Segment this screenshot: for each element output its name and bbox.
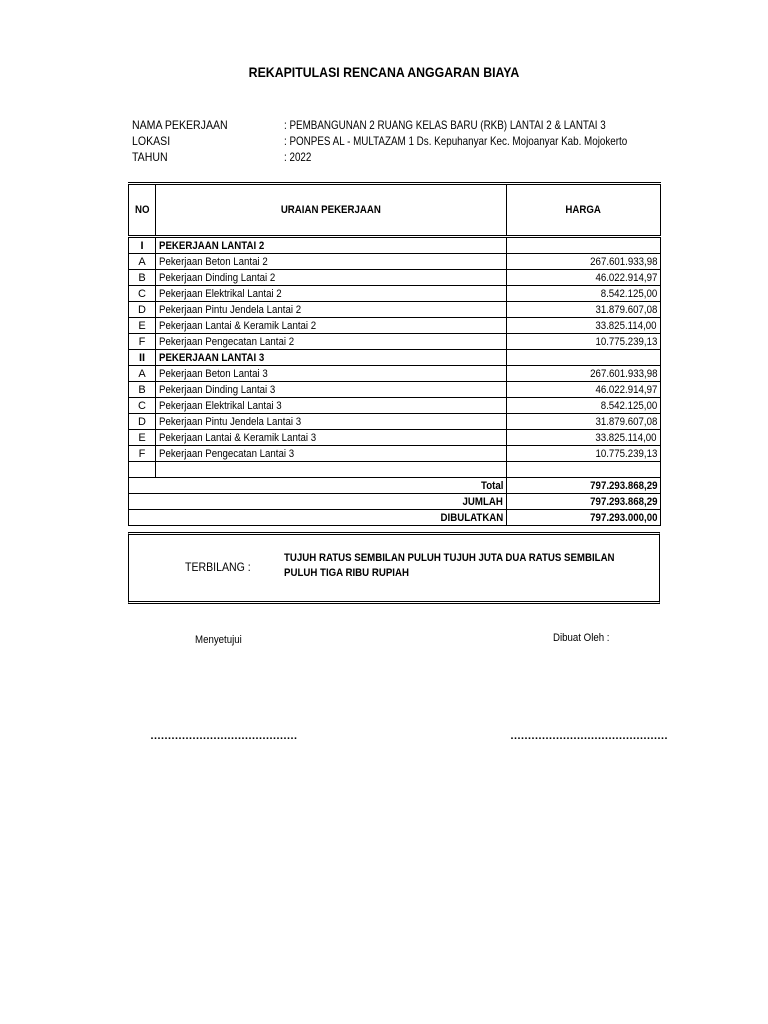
row-no: A	[129, 254, 156, 270]
sign-right-line: ………………………………………	[510, 730, 668, 742]
row-no: E	[129, 430, 156, 446]
meta-label: NAMA PEKERJAAN	[132, 118, 228, 132]
row-no: D	[129, 302, 156, 318]
row-harga: 31.879.607,08	[507, 414, 661, 430]
terbilang-box	[128, 532, 660, 604]
jumlah-row	[129, 494, 661, 510]
table-row	[129, 334, 661, 350]
meta-label: TAHUN	[132, 150, 168, 164]
row-uraian: Pekerjaan Elektrikal Lantai 2	[156, 286, 507, 302]
row-uraian: Pekerjaan Lantai & Keramik Lantai 2	[156, 318, 507, 334]
table-row	[129, 382, 661, 398]
row-harga: 8.542.125,00	[507, 286, 661, 302]
row-uraian: Pekerjaan Beton Lantai 2	[156, 254, 507, 270]
dibulatkan-value: 797.293.000,00	[507, 510, 661, 526]
row-harga: 33.825.114,00	[507, 318, 661, 334]
section-no: II	[129, 350, 156, 366]
jumlah-label: JUMLAH	[129, 494, 507, 510]
row-harga: 31.879.607,08	[507, 302, 661, 318]
meta-value: : PEMBANGUNAN 2 RUANG KELAS BARU (RKB) LANTAI 2 & LANTAI 3	[284, 118, 606, 132]
row-uraian: Pekerjaan Dinding Lantai 3	[156, 382, 507, 398]
table-row	[129, 398, 661, 414]
table-row	[129, 414, 661, 430]
row-no: C	[129, 286, 156, 302]
row-harga: 10.775.239,13	[507, 334, 661, 350]
table-row	[129, 430, 661, 446]
document-title: REKAPITULASI RENCANA ANGGARAN BIAYA	[248, 64, 520, 80]
header-no: NO	[129, 184, 156, 237]
jumlah-value: 797.293.868,29	[507, 494, 661, 510]
row-uraian: Pekerjaan Dinding Lantai 2	[156, 270, 507, 286]
blank-row	[129, 462, 661, 478]
total-row	[129, 478, 661, 494]
terbilang-label: TERBILANG :	[185, 560, 251, 574]
total-value: 797.293.868,29	[507, 478, 661, 494]
rab-table	[128, 182, 661, 526]
row-harga: 267.601.933,98	[507, 366, 661, 382]
table-row	[129, 270, 661, 286]
row-uraian: Pekerjaan Pintu Jendela Lantai 2	[156, 302, 507, 318]
row-no: F	[129, 446, 156, 462]
row-no: D	[129, 414, 156, 430]
row-uraian: Pekerjaan Pengecatan Lantai 3	[156, 446, 507, 462]
row-no: F	[129, 334, 156, 350]
row-harga: 46.022.914,97	[507, 382, 661, 398]
table-row	[129, 318, 661, 334]
meta-value: : 2022	[284, 150, 312, 164]
row-uraian: Pekerjaan Lantai & Keramik Lantai 3	[156, 430, 507, 446]
sign-left-line: ……………………………………	[150, 730, 297, 742]
section-no: I	[129, 237, 156, 254]
section-title: PEKERJAAN LANTAI 2	[156, 237, 507, 254]
section-row	[129, 237, 661, 254]
blank-cell	[507, 462, 661, 478]
row-harga: 33.825.114,00	[507, 430, 661, 446]
row-uraian: Pekerjaan Pengecatan Lantai 2	[156, 334, 507, 350]
section-price	[507, 237, 661, 254]
section-row	[129, 350, 661, 366]
table-row	[129, 446, 661, 462]
table-row	[129, 254, 661, 270]
row-uraian: Pekerjaan Pintu Jendela Lantai 3	[156, 414, 507, 430]
row-harga: 46.022.914,97	[507, 270, 661, 286]
sign-right-label: Dibuat Oleh :	[553, 632, 610, 644]
row-no: A	[129, 366, 156, 382]
row-harga: 8.542.125,00	[507, 398, 661, 414]
row-harga: 267.601.933,98	[507, 254, 661, 270]
section-title: PEKERJAAN LANTAI 3	[156, 350, 507, 366]
row-no: B	[129, 382, 156, 398]
table-row	[129, 302, 661, 318]
blank-cell	[156, 462, 507, 478]
section-price	[507, 350, 661, 366]
header-uraian: URAIAN PEKERJAAN	[156, 184, 507, 237]
terbilang-value: TUJUH RATUS SEMBILAN PULUH TUJUH JUTA DUA RATUS SEMBILAN PULUH TIGA RIBU RUPIAH	[284, 552, 615, 579]
dibulatkan-row	[129, 510, 661, 526]
meta-value: : PONPES AL - MULTAZAM 1 Ds. Kepuhanyar Kec. Mojoanyar Kab. Mojokerto	[284, 134, 628, 148]
table-row	[129, 366, 661, 382]
total-label: Total	[129, 478, 507, 494]
dibulatkan-label: DIBULATKAN	[129, 510, 507, 526]
header-harga: HARGA	[507, 184, 661, 237]
table-header-row	[129, 184, 661, 237]
row-uraian: Pekerjaan Elektrikal Lantai 3	[156, 398, 507, 414]
table-row	[129, 286, 661, 302]
meta-label: LOKASI	[132, 134, 171, 148]
row-uraian: Pekerjaan Beton Lantai 3	[156, 366, 507, 382]
blank-cell	[129, 462, 156, 478]
row-harga: 10.775.239,13	[507, 446, 661, 462]
sign-left-label: Menyetujui	[195, 634, 242, 646]
row-no: E	[129, 318, 156, 334]
row-no: C	[129, 398, 156, 414]
row-no: B	[129, 270, 156, 286]
